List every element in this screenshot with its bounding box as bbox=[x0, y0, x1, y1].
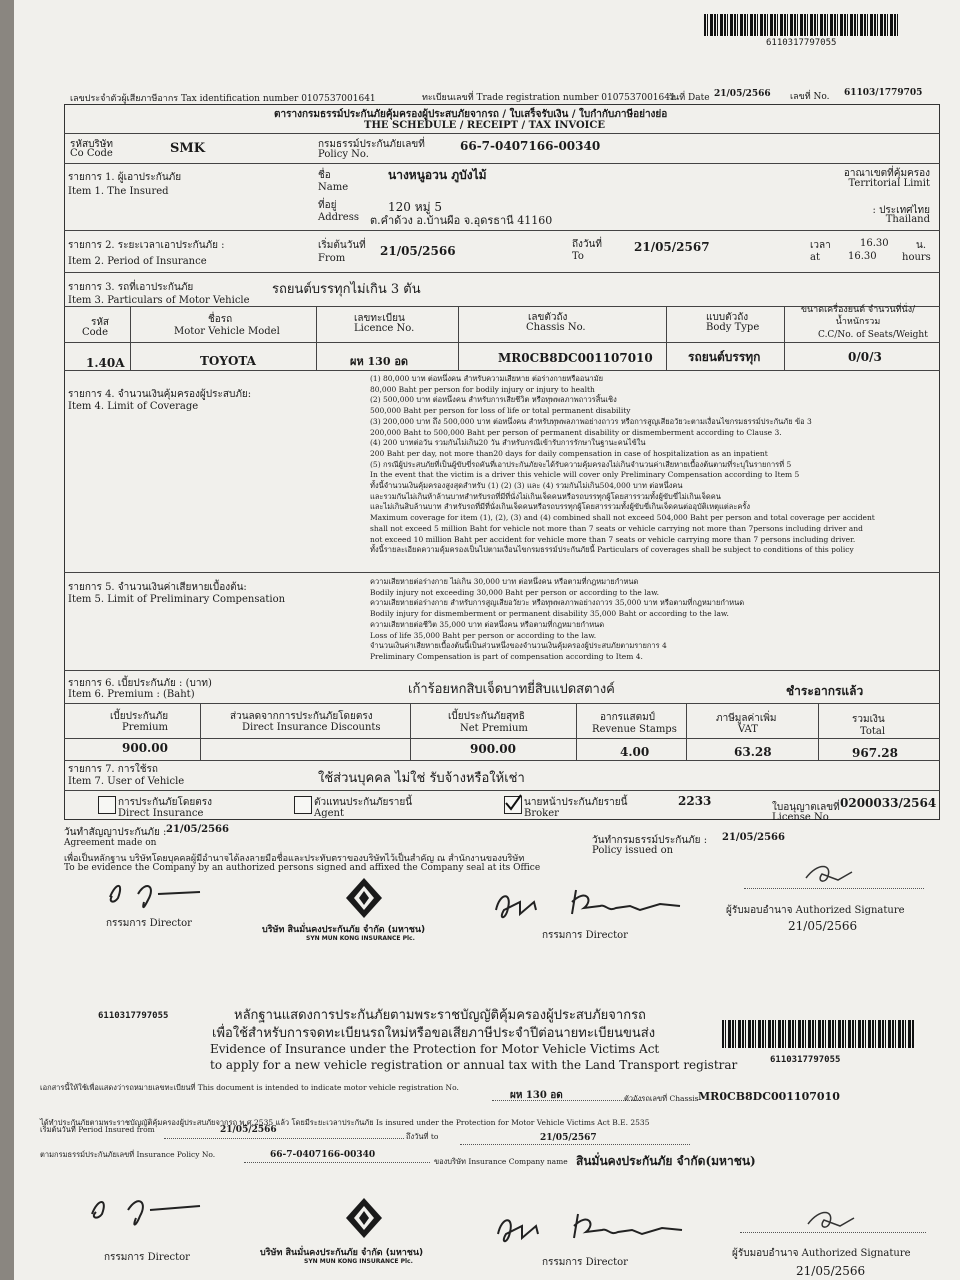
company-name-en-2: SYN MUN KONG INSURANCE Plc. bbox=[304, 1258, 413, 1265]
vat-value: 63.28 bbox=[734, 745, 772, 759]
policy-label-en: Policy No. bbox=[318, 149, 369, 160]
item4-line: และไม่เกินสิบล้านบาท สำหรับรถที่มีที่นั่งเกินเจ็ดคนหรือรถบรรทุกผู้โดยสารรวมทั้งผู้ขับขี่เกินเจ็ดคนต่ออุบัติเหตุแต่ละครั้ง bbox=[370, 502, 751, 512]
hdr-cc-th: ขนาดเครื่องยนต์ จำนวนที่นั่ง/น้ำหนักรวม bbox=[800, 305, 916, 327]
direct-label-en: Direct Insurance bbox=[118, 808, 204, 819]
address-label-en: Address bbox=[318, 212, 359, 223]
item4-line: (5) กรณีผู้ประสบภัยที่เป็นผู้ขับขี่รถคันที่เอาประกันภัยจะได้รับความคุ้มครองไม่เกินจำนวนค่าเสียหายเบื้องต้นตามที่ระบุในรายการที่ 5 bbox=[370, 459, 792, 469]
company-name-th-2: บริษัท สินมั่นคงประกันภัย จำกัด (มหาชน) bbox=[260, 1248, 424, 1258]
item4-line: Maximum coverage for item (1), (2), (3) and (4) combined shall not exceed 504,000 Baht per person and total coverage per accident bbox=[370, 513, 875, 523]
vehicle-chassis: MR0CB8DC001107010 bbox=[498, 351, 653, 365]
document-page bbox=[14, 0, 960, 1280]
director-signature-3 bbox=[84, 1186, 214, 1232]
vehicle-licence: ผห 130 อด bbox=[350, 355, 409, 368]
item1-label-th: รายการ 1. ผู้เอาประกันภัย bbox=[68, 172, 182, 183]
agent-label-en: Agent bbox=[314, 808, 344, 819]
item4-label-th: รายการ 4. จำนวนเงินคุ้มครองผู้ประสบภัย: bbox=[68, 389, 252, 400]
hdr-discount-th: ส่วนลดจากการประกันภัยโดยตรง bbox=[230, 711, 373, 722]
date-label: วันที่ Date bbox=[668, 93, 710, 103]
evidence-barcode-number-left: 6110317797055 bbox=[98, 1011, 169, 1021]
hdr-net-en: Net Premium bbox=[460, 723, 528, 734]
hdr-discount-en: Direct Insurance Discounts bbox=[242, 722, 381, 733]
company-logo-2 bbox=[344, 1196, 384, 1240]
broker-label-th: นายหน้าประกันภัยรายนี้ bbox=[524, 797, 628, 808]
barcode-top-number: 6110317797055 bbox=[766, 38, 837, 48]
item2-label-th: รายการ 2. ระยะเวลาเอาประกันภัย : bbox=[68, 240, 225, 251]
agent-checkbox[interactable] bbox=[294, 796, 312, 814]
name-label-en: Name bbox=[318, 182, 349, 193]
broker-code: 2233 bbox=[678, 794, 712, 808]
item5-line: Loss of life 35,000 Baht per person or according to the law. bbox=[370, 630, 597, 640]
item4-coverage-text bbox=[370, 374, 875, 556]
hdr-model-en: Motor Vehicle Model bbox=[174, 326, 280, 337]
hdr-vat-en: VAT bbox=[738, 724, 758, 735]
authorized-date-1: 21/05/2566 bbox=[788, 919, 858, 933]
item5-compensation-text bbox=[370, 577, 744, 663]
to-label-th: ถึงวันที่ bbox=[572, 239, 602, 250]
evidence-to: 21/05/2567 bbox=[540, 1133, 597, 1143]
evidence-statement-th: เพื่อเป็นหลักฐาน บริษัทโดยบุคคลผู้มีอำนาจได้ลงลายมือชื่อและประทับตราของบริษัทไว้เป็นสำคัญ ณ สำนักงานของบริษัท bbox=[64, 854, 525, 864]
hdr-licence-en: Licence No. bbox=[354, 323, 415, 334]
item4-line: In the event that the victim is a driver this vehicle will cover only Preliminary Compensation according to Item 5 bbox=[370, 470, 800, 480]
time-1: 16.30 bbox=[860, 238, 889, 249]
hdr-premium-en: Premium bbox=[122, 722, 169, 733]
territory-label-en: Territorial Limit bbox=[848, 178, 930, 189]
evidence-line2: ได้ทำประกันภัยตามพระราชบัญญัติคุ้มครองผู้ประสบภัยจากรถ พ.ศ.2535 แล้ว โดยมีระยะเวลาประกันภัย Is insured under the Protection for Motor Vehicle Victims Act B.E. 2535 bbox=[40, 1118, 650, 1127]
item4-line: ทั้งนี้จำนวนเงินคุ้มครองสูงสุดสำหรับ (1) (2) (3) และ (4) รวมกันไม่เกิน504,000 บาท ต่อหนึ่งคน bbox=[370, 481, 683, 491]
director-signature-2 bbox=[490, 880, 690, 926]
hdr-total-th: รวมเงิน bbox=[852, 714, 885, 725]
premium-amount-words: เก้าร้อยหกสิบเจ็ดบาทยี่สิบแปดสตางค์ bbox=[408, 682, 615, 697]
company-logo-1 bbox=[344, 876, 384, 920]
evidence-policy-no: 66-7-0407166-00340 bbox=[270, 1150, 376, 1160]
item6-label-th: รายการ 6. เบี้ยประกันภัย : (บาท) bbox=[68, 678, 212, 689]
vehicle-desc: รถยนต์บรรทุกไม่เกิน 3 ตัน bbox=[272, 282, 421, 297]
hdr-code-th: รหัส bbox=[90, 317, 110, 328]
item4-line: (1) 80,000 บาท ต่อหนึ่งคน สำหรับความเสียหาย ต่อร่างกายหรืออนามัย bbox=[370, 374, 604, 383]
issued-label-th: วันทำกรมธรรม์ประกันภัย : bbox=[592, 835, 708, 846]
vehicle-code: 1.40A bbox=[86, 356, 125, 370]
authorized-label-1: ผู้รับมอบอำนาจ Authorized Signature bbox=[726, 905, 905, 916]
hdr-code-en: Code bbox=[82, 327, 108, 338]
hdr-vat-th: ภาษีมูลค่าเพิ่ม bbox=[716, 713, 777, 724]
director-signature-4 bbox=[492, 1204, 692, 1250]
item5-line: Preliminary Compensation is part of compensation according to Item 4. bbox=[370, 651, 643, 661]
vehicle-cc: 0/0/3 bbox=[848, 350, 882, 364]
item4-line: shall not exceed 5 million Baht for vehicle not more than 7 seats or vehicle carrying not more than 7persons including driver and bbox=[370, 523, 863, 533]
territory-label-th: อาณาเขตที่คุ้มครอง bbox=[843, 168, 930, 179]
from-label-en: From bbox=[318, 253, 346, 264]
evidence-licence: ผห 130 อด bbox=[510, 1090, 563, 1101]
territory-th: : ประเทศไทย bbox=[872, 205, 930, 216]
insured-name: นางหนูอวน ภูบังไม้ bbox=[388, 168, 487, 182]
evidence-statement-en: To be evidence the Company by an authorized persons signed and affixed the Company seal at its Office bbox=[64, 863, 541, 873]
address-line1: 120 หมู่ 5 bbox=[388, 200, 442, 214]
premium-value: 900.00 bbox=[122, 741, 168, 755]
net-premium-value: 900.00 bbox=[470, 742, 516, 756]
item3-label-en: Item 3. Particulars of Motor Vehicle bbox=[68, 295, 250, 306]
co-code-label-en: Co Code bbox=[70, 148, 113, 159]
hdr-body-th: แบบตัวถัง bbox=[706, 312, 749, 323]
hdr-stamps-th: อากรแสตมป์ bbox=[600, 712, 656, 723]
hdr-cc-en: C.C/No. of Seats/Weight bbox=[818, 330, 928, 340]
item5-label-en: Item 5. Limit of Preliminary Compensation bbox=[68, 594, 286, 605]
evidence-barcode bbox=[722, 1020, 914, 1048]
policy-label-th: กรมธรรม์ประกันภัยเลขที่ bbox=[318, 139, 425, 150]
item4-line: 500,000 Baht per person for loss of life or total permanent disability bbox=[370, 406, 631, 416]
authorized-signature-2 bbox=[800, 1204, 860, 1234]
issued-date: 21/05/2566 bbox=[722, 832, 785, 843]
item6-label-en: Item 6. Premium : (Baht) bbox=[68, 689, 195, 700]
evidence-company-name: สินมั่นคงประกันภัย จำกัด(มหาชน) bbox=[576, 1154, 756, 1168]
territory-en: Thailand bbox=[885, 214, 930, 225]
time-2: 16.30 bbox=[848, 251, 877, 262]
evidence-policy-label: ตามกรมธรรม์ประกันภัยเลขที่ Insurance Policy No. bbox=[40, 1150, 216, 1159]
item4-line: (4) 200 บาทต่อวัน รวมกันไม่เกิน20 วัน สำหรับกรณีเข้ารับการรักษาในฐานะคนไข้ใน bbox=[370, 438, 646, 448]
agreement-label-th: วันทำสัญญาประกันภัย : bbox=[64, 827, 167, 838]
item4-line: 200,000 Baht to 500,000 Baht per person of permanent disability or dismemberment according to Clause 3. bbox=[370, 427, 782, 437]
hdr-premium-th: เบี้ยประกันภัย bbox=[110, 711, 169, 722]
period-from: 21/05/2566 bbox=[380, 244, 456, 258]
item4-line: (3) 200,000 บาท ถึง 500,000 บาท ต่อหนึ่งคน สำหรับทุพพลภาพอย่างถาวร หรือการสูญเสียอวัยวะตามเงื่อนไขกรมธรรม์ประกันภัย ข้อ 3 bbox=[370, 416, 812, 426]
item5-line: ความเสียหายต่อร่างกาย ไม่เกิน 30,000 บาท ต่อหนึ่งคน หรือตามที่กฎหมายกำหนด bbox=[370, 577, 639, 586]
item5-line: ความเสียหายต่อชีวิต 35,000 บาท ต่อหนึ่งคน หรือตามที่กฎหมายกำหนด bbox=[370, 619, 605, 629]
no-label: เลขที่ No. bbox=[790, 92, 830, 102]
item4-line: 200 Baht per day, not more than20 days for daily compensation in case of hospitalization as an inpatient bbox=[370, 448, 768, 458]
time-label-th: เวลา bbox=[810, 240, 831, 251]
from-label-th: เริ่มต้นวันที่ bbox=[318, 240, 366, 251]
director-label-3: กรรมการ Director bbox=[104, 1252, 190, 1263]
vehicle-model: TOYOTA bbox=[200, 354, 256, 368]
schedule-title-english: THE SCHEDULE / RECEIPT / TAX INVOICE bbox=[364, 120, 605, 131]
time-unit-th: น. bbox=[916, 240, 927, 251]
to-label-en: To bbox=[572, 251, 584, 262]
director-label-1: กรรมการ Director bbox=[106, 918, 192, 929]
direct-insurance-checkbox[interactable] bbox=[98, 796, 116, 814]
agreement-label-en: Agreement made on bbox=[64, 838, 157, 848]
hdr-licence-th: เลขทะเบียน bbox=[354, 313, 405, 324]
licence-number: 0200033/2564 bbox=[840, 796, 937, 810]
item4-line: ทั้งนี้รายละเอียดความคุ้มครองเป็นไปตามเงื่อนไขกรมธรรม์ประกันภัยนี้ Particulars of coverages shall be subject to conditions of this policy bbox=[370, 545, 854, 555]
time-unit-en: hours bbox=[902, 252, 931, 263]
broker-checkbox[interactable] bbox=[504, 796, 522, 814]
evidence-barcode-number-right: 6110317797055 bbox=[770, 1055, 841, 1065]
hdr-chassis-th: เลขตัวถัง bbox=[528, 312, 568, 323]
item4-line: (2) 500,000 บาท ต่อหนึ่งคน สำหรับการเสียชีวิต หรือทุพพลภาพถาวรสิ้นเชิง bbox=[370, 395, 617, 405]
evidence-title-th-2: เพื่อใช้สำหรับการจดทะเบียนรถใหม่หรือขอเสียภาษีประจำปีต่อนายทะเบียนขนส่ง bbox=[212, 1026, 656, 1041]
broker-label-en: Broker bbox=[524, 808, 559, 819]
stamps-value: 4.00 bbox=[620, 745, 650, 759]
name-label-th: ชื่อ bbox=[318, 170, 331, 181]
co-code-label-th: รหัสบริษัท bbox=[70, 139, 113, 150]
time-label-en: at bbox=[810, 252, 820, 263]
hdr-chassis-en: Chassis No. bbox=[526, 322, 586, 333]
agent-label-th: ตัวแทนประกันภัยรายนี้ bbox=[314, 797, 413, 808]
director-label-2: กรรมการ Director bbox=[542, 930, 628, 941]
item5-label-th: รายการ 5. จำนวนเงินค่าเสียหายเบื้องต้น: bbox=[68, 582, 247, 593]
agreement-date: 21/05/2566 bbox=[166, 824, 229, 835]
licence-label-th: ใบอนุญาตเลขที่ bbox=[772, 802, 840, 813]
company-name-th-1: บริษัท สินมั่นคงประกันภัย จำกัด (มหาชน) bbox=[262, 925, 426, 935]
item7-label-th: รายการ 7. การใช้รถ bbox=[68, 764, 158, 775]
total-value: 967.28 bbox=[852, 746, 898, 760]
evidence-chassis: MR0CB8DC001107010 bbox=[698, 1090, 840, 1103]
header-no: 61103/1779705 bbox=[844, 88, 923, 98]
authorized-date-2: 21/05/2566 bbox=[796, 1264, 866, 1278]
authorized-signature-1 bbox=[798, 858, 858, 888]
item5-line: Bodily injury not exceeding 30,000 Baht per person or according to the law. bbox=[370, 587, 660, 597]
address-line2: ต.คำด้วง อ.บ้านผือ จ.อุดรธานี 41160 bbox=[370, 214, 553, 227]
hdr-model-th: ชื่อรถ bbox=[208, 314, 233, 325]
hdr-body-en: Body Type bbox=[706, 322, 760, 333]
company-name-en-1: SYN MUN KONG INSURANCE Plc. bbox=[306, 935, 415, 942]
header-date: 21/05/2566 bbox=[714, 89, 771, 99]
trade-reg-label: ทะเบียนเลขที่ Trade registration number 0107537001641 bbox=[422, 93, 676, 103]
evidence-chassis-label: ตัวถังรถเลขที่ Chassis bbox=[624, 1094, 699, 1103]
evidence-title-en-2: to apply for a new vehicle registration or annual tax with the Land Transport registrar bbox=[210, 1058, 738, 1072]
evidence-line1-label: เอกสารนี้ให้ใช้เพื่อแสดงว่ารถหมายเลขทะเบียนที่ This document is intended to indicate motor vehicle registration No. bbox=[40, 1083, 459, 1092]
licence-label-en: License No bbox=[772, 812, 829, 823]
issued-label-en: Policy issued on bbox=[592, 845, 674, 856]
schedule-title-thai: ตารางกรมธรรม์ประกันภัยคุ้มครองผู้ประสบภัยจากรถ / ใบเสร็จรับเงิน / ใบกำกับภาษีอย่างย่อ bbox=[274, 109, 668, 120]
evidence-to-label: ถึงวันที่ to bbox=[406, 1132, 439, 1141]
direct-label-th: การประกันภัยโดยตรง bbox=[118, 797, 212, 808]
item4-line: not exceed 10 million Baht per accident for vehicle more than 7 seats or vehicle carrying more than 7 persons including driver. bbox=[370, 534, 856, 544]
check-mark-icon bbox=[504, 794, 522, 812]
director-label-4: กรรมการ Director bbox=[542, 1257, 628, 1268]
evidence-title-en-1: Evidence of Insurance under the Protection for Motor Vehicle Victims Act bbox=[210, 1042, 660, 1056]
vehicle-body: รถยนต์บรรทุก bbox=[688, 350, 761, 364]
address-label-th: ที่อยู่ bbox=[318, 200, 337, 211]
item4-line: และรวมกันไม่เกินห้าล้านบาทสำหรับรถที่มีที่นั่งไม่เกินเจ็ดคนหรือรถบรรทุกผู้โดยสารรวมทั้งผู้ขับขี่ไม่เกินเจ็ดคน bbox=[370, 491, 721, 501]
director-signature-1 bbox=[102, 872, 212, 912]
evidence-company-label: ของบริษัท Insurance Company name bbox=[434, 1157, 568, 1166]
item4-line: 80,000 Baht per person for bodily injury or injury to health bbox=[370, 384, 595, 394]
item5-line: จำนวนเงินค่าเสียหายเบื้องต้นนี้เป็นส่วนหนึ่งของจำนวนเงินคุ้มครองผู้ประสบภัยตามรายการ 4 bbox=[370, 641, 667, 651]
item1-label-en: Item 1. The Insured bbox=[68, 186, 169, 197]
hdr-net-th: เบี้ยประกันภัยสุทธิ bbox=[448, 711, 525, 722]
item7-label-en: Item 7. User of Vehicle bbox=[68, 776, 185, 787]
hdr-stamps-en: Revenue Stamps bbox=[592, 724, 677, 735]
vehicle-use: ใช้ส่วนบุคคล ไม่ใช่ รับจ้างหรือให้เช่า bbox=[318, 771, 525, 786]
hdr-total-en: Total bbox=[860, 726, 886, 737]
item2-label-en: Item 2. Period of Insurance bbox=[68, 256, 207, 267]
barcode-top bbox=[704, 14, 900, 36]
evidence-from-label: เริ่มต้นวันที่ Period Insured from bbox=[40, 1125, 155, 1134]
item3-label-th: รายการ 3. รถที่เอาประกันภัย bbox=[68, 282, 194, 293]
item5-line: ความเสียหายต่อร่างกาย สำหรับการสูญเสียอวัยวะ หรือทุพพลภาพอย่างถาวร 35,000 บาท หรือตามที่กฎหมายกำหนด bbox=[370, 598, 745, 608]
stamp-paid: ชำระอากรแล้ว bbox=[786, 684, 864, 698]
tax-id-label: เลขประจำตัวผู้เสียภาษีอากร Tax identification number 0107537001641 bbox=[70, 94, 376, 104]
authorized-label-2: ผู้รับมอบอำนาจ Authorized Signature bbox=[732, 1248, 911, 1259]
item4-label-en: Item 4. Limit of Coverage bbox=[68, 401, 199, 412]
item5-line: Bodily injury for dismemberment or permanent disability 35,000 Baht or according to the law. bbox=[370, 609, 729, 619]
evidence-title-th-1: หลักฐานแสดงการประกันภัยตามพระราชบัญญัติคุ้มครองผู้ประสบภัยจากรถ bbox=[234, 1008, 646, 1023]
evidence-from: 21/05/2566 bbox=[220, 1125, 277, 1135]
policy-number: 66-7-0407166-00340 bbox=[460, 139, 601, 153]
co-code: SMK bbox=[170, 141, 206, 156]
period-to: 21/05/2567 bbox=[634, 240, 710, 254]
